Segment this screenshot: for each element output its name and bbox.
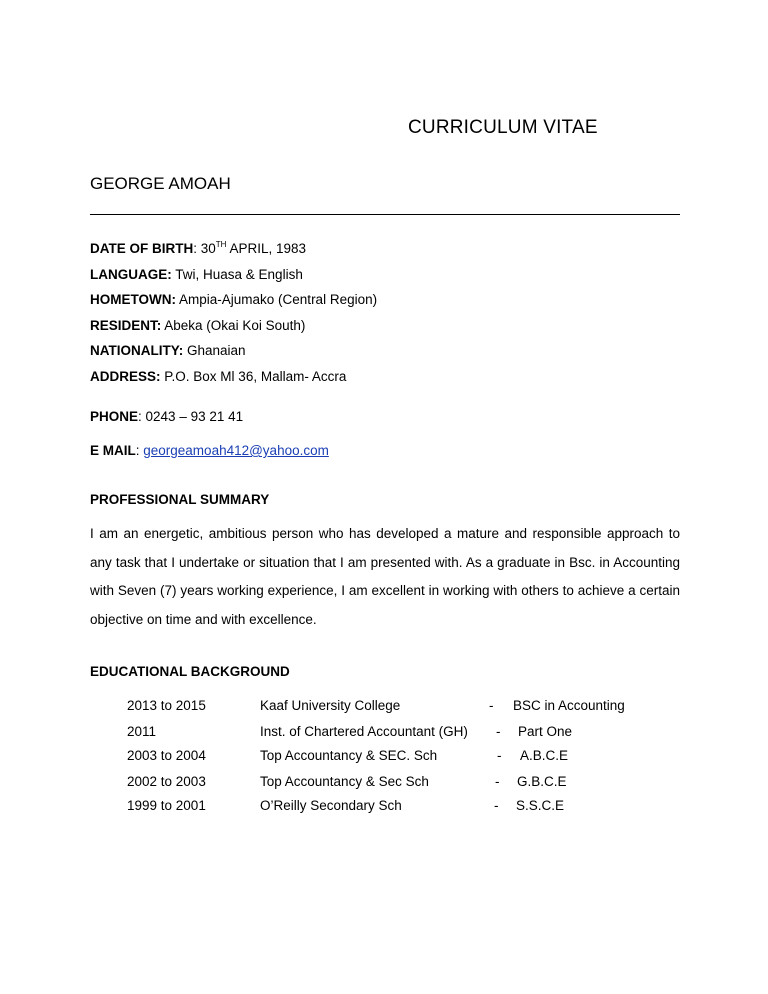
resident-field: [90, 318, 305, 333]
edu-award: Part One: [518, 724, 573, 739]
dob-label: DATE OF BIRTH: [90, 241, 194, 256]
edu-award: A.B.C.E: [520, 748, 569, 763]
address-field: [90, 369, 346, 384]
header-divider: [90, 214, 680, 215]
hometown-value: Ampia-Ajumako (Central Region): [179, 292, 378, 307]
hometown-label: HOMETOWN:: [90, 292, 176, 307]
edu-years: 2003 to 2004: [127, 748, 206, 763]
document-title: CURRICULUM VITAE: [408, 117, 598, 138]
edu-dash: -: [494, 798, 499, 813]
education-heading: EDUCATIONAL BACKGROUND: [90, 664, 290, 679]
summary-heading: PROFESSIONAL SUMMARY: [90, 492, 270, 507]
summary-text: I am an energetic, ambitious person who has developed a mature and responsible approach to any task that I undertake or situation that I am presented with. As a graduate in Bsc. in Accounting with Seven (7) years working experience, I am excellent in working with others to achieve a certain objective on time and with excellence.: [90, 526, 680, 628]
phone-label: PHONE: [90, 409, 139, 424]
dob-rest: APRIL, 1983: [229, 241, 307, 256]
edu-dash: -: [495, 774, 500, 789]
address-label: ADDRESS:: [90, 369, 161, 384]
nationality-value: Ghanaian: [187, 343, 246, 358]
edu-years: 1999 to 2001: [127, 798, 206, 813]
email-field: E MAIL: georgeamoah412@yahoo.com: [90, 443, 329, 458]
edu-award: G.B.C.E: [517, 774, 567, 789]
resident-label: RESIDENT:: [90, 318, 162, 333]
edu-school: Inst. of Chartered Accountant (GH): [260, 724, 468, 739]
phone-field: PHONE: 0243 – 93 21 41: [90, 409, 244, 424]
dob-field: DATE OF BIRTH: 30TH APRIL, 1983: [90, 240, 307, 256]
edu-dash: -: [489, 698, 494, 713]
phone-value: 0243 – 93 21 41: [145, 409, 244, 424]
edu-school: Kaaf University College: [260, 698, 401, 713]
language-label: LANGUAGE:: [90, 267, 172, 282]
edu-school: Top Accountancy & SEC. Sch: [260, 748, 438, 763]
nationality-label: NATIONALITY:: [90, 343, 184, 358]
email-link[interactable]: georgeamoah412@yahoo.com: [143, 443, 329, 458]
edu-award: S.S.C.E: [516, 798, 565, 813]
nationality-field: [90, 343, 246, 358]
dob-day: 30: [200, 241, 216, 256]
dob-suffix: TH: [215, 240, 227, 249]
edu-years: 2013 to 2015: [127, 698, 206, 713]
edu-dash: -: [497, 748, 502, 763]
edu-school: Top Accountancy & Sec Sch: [260, 774, 429, 789]
email-label: E MAIL: [90, 443, 136, 458]
language-value: Twi, Huasa & English: [175, 267, 303, 282]
language-field: [90, 267, 303, 282]
hometown-field: [90, 292, 377, 307]
edu-years: 2011: [127, 724, 157, 739]
edu-years: 2002 to 2003: [127, 774, 206, 789]
resident-value: Abeka (Okai Koi South): [164, 318, 306, 333]
edu-dash: -: [496, 724, 501, 739]
edu-award: BSC in Accounting: [513, 698, 625, 713]
candidate-name: GEORGE AMOAH: [90, 174, 231, 193]
address-value: P.O. Box Ml 36, Mallam- Accra: [164, 369, 347, 384]
edu-school: O’Reilly Secondary Sch: [260, 798, 402, 813]
